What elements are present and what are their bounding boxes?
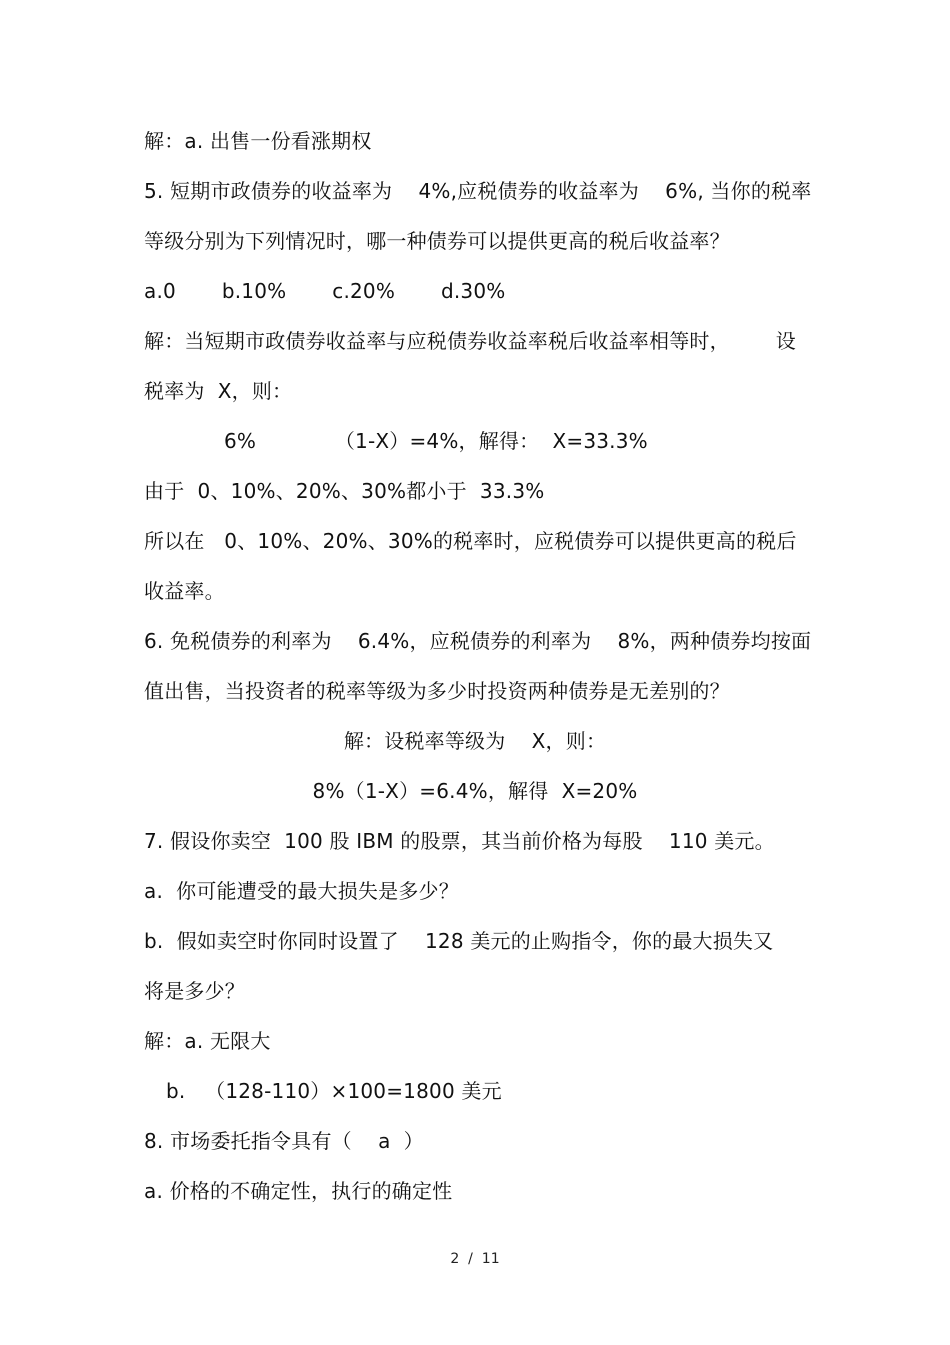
question-7-part-b-line-2: 将是多少？ — [144, 979, 245, 1003]
question-6-line-2: 值出售，当投资者的税率等级为多少时投资两种债券是无差别的？ — [144, 679, 730, 703]
question-5-line-2: 等级分别为下列情况时，哪一种债券可以提供更高的税后收益率？ — [144, 229, 730, 253]
answer-5-line-1: 解：当短期市政债券收益率与应税债券收益率税后收益率相等时， 设 — [144, 329, 796, 353]
question-7-part-a: a. 你可能遭受的最大损失是多少？ — [144, 879, 459, 903]
question-7-line-1: 7. 假设你卖空 100 股 IBM 的股票，其当前价格为每股 110 美元。 — [144, 829, 775, 853]
answer-6-equation: 8%（1-X）=6.4%，解得 X=20% — [312, 779, 638, 803]
answer-5-line-4: 所以在 0、10%、20%、30%的税率时，应税债券可以提供更高的税后 — [144, 529, 797, 553]
answer-6-line-1: 解：设税率等级为 X，则： — [343, 729, 607, 753]
answer-5-line-3: 由于 0、10%、20%、30%都小于 33.3% — [144, 479, 545, 503]
answer-7-part-b: b. （128-110）×100=1800 美元 — [166, 1079, 502, 1103]
text-line-answer-4: 解：a. 出售一份看涨期权 — [144, 129, 372, 153]
answer-5-equation: 6% （1-X）=4%，解得： X=33.3% — [224, 429, 648, 453]
answer-7-part-a: 解：a. 无限大 — [144, 1029, 271, 1053]
question-5-options: a.0 b.10% c.20% d.30% — [144, 279, 506, 303]
answer-5-line-5: 收益率。 — [144, 579, 225, 603]
question-7-part-b-line-1: b. 假如卖空时你同时设置了 128 美元的止购指令，你的最大损失又 — [144, 929, 774, 953]
question-6-line-1: 6. 免税债券的利率为 6.4%，应税债券的利率为 8%，两种债券均按面 — [144, 629, 812, 653]
question-5-line-1: 5. 短期市政债券的收益率为 4%,应税债券的收益率为 6%, 当你的税率 — [144, 179, 812, 203]
page-number: 2 / 11 — [450, 1251, 500, 1267]
question-8-line-1: 8. 市场委托指令具有（ a ） — [144, 1129, 424, 1153]
question-8-option-a: a. 价格的不确定性，执行的确定性 — [144, 1179, 453, 1203]
answer-5-line-2: 税率为 X，则： — [144, 379, 293, 403]
